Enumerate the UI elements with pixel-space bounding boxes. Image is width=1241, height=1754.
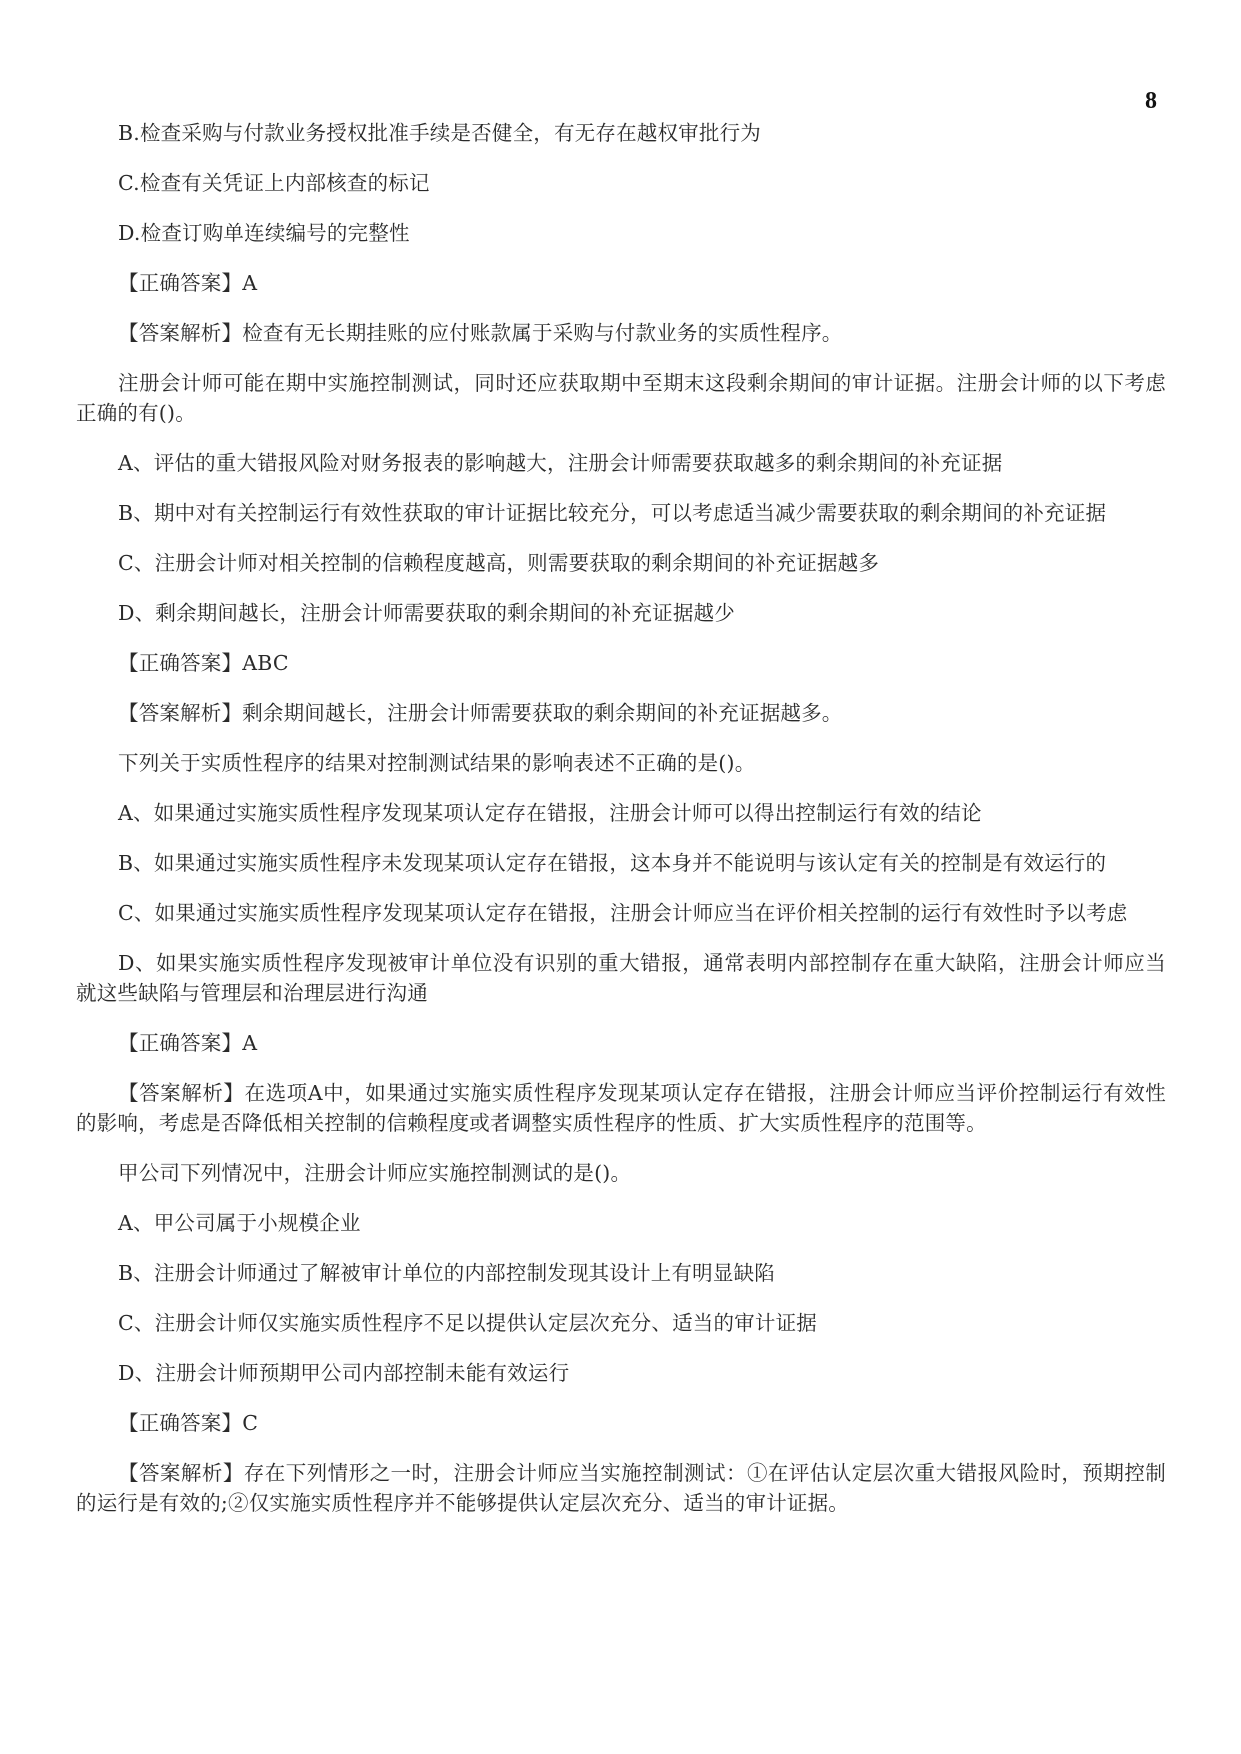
answer-explanation: 【答案解析】剩余期间越长，注册会计师需要获取的剩余期间的补充证据越多。	[118, 701, 843, 725]
document-body	[76, 118, 1166, 1538]
correct-answer: 【正确答案】C	[118, 1411, 259, 1435]
option-d: D、剩余期间越长，注册会计师需要获取的剩余期间的补充证据越少	[118, 601, 735, 625]
correct-answer: 【正确答案】A	[118, 271, 258, 295]
answer-explanation: 【答案解析】存在下列情形之一时，注册会计师应当实施控制测试：①在评估认定层次重大错报风险时，预期控制的运行是有效的;②仅实施实质性程序并不能够提供认定层次充分、适当的审计证据。	[76, 1461, 1166, 1515]
question-stem: 注册会计师可能在期中实施控制测试，同时还应获取期中至期末这段剩余期间的审计证据。注册会计师的以下考虑正确的有()。	[76, 371, 1166, 425]
correct-answer: 【正确答案】A	[118, 1031, 258, 1055]
option-b: B、期中对有关控制运行有效性获取的审计证据比较充分，可以考虑适当减少需要获取的剩余期间的补充证据	[118, 501, 1107, 525]
option-b: B、注册会计师通过了解被审计单位的内部控制发现其设计上有明显缺陷	[118, 1261, 775, 1285]
question-stem: 甲公司下列情况中，注册会计师应实施控制测试的是()。	[118, 1161, 632, 1185]
option-a: A、如果通过实施实质性程序发现某项认定存在错报，注册会计师可以得出控制运行有效的结论	[118, 801, 982, 825]
option-d: D、注册会计师预期甲公司内部控制未能有效运行	[118, 1361, 570, 1385]
answer-explanation: 【答案解析】在选项A中，如果通过实施实质性程序发现某项认定存在错报，注册会计师应当评价控制运行有效性的影响，考虑是否降低相关控制的信赖程度或者调整实质性程序的性质、扩大实质性程序的范围等。	[76, 1081, 1166, 1135]
answer-explanation: 【答案解析】检查有无长期挂账的应付账款属于采购与付款业务的实质性程序。	[118, 321, 843, 345]
correct-answer: 【正确答案】ABC	[118, 651, 289, 675]
option-b: B、如果通过实施实质性程序未发现某项认定存在错报，这本身并不能说明与该认定有关的控制是有效运行的	[118, 851, 1107, 875]
question-stem: 下列关于实质性程序的结果对控制测试结果的影响表述不正确的是()。	[118, 751, 756, 775]
page-number: 8	[1145, 88, 1157, 114]
option-c: C、注册会计师仅实施实质性程序不足以提供认定层次充分、适当的审计证据	[118, 1311, 817, 1335]
option-b: B.检查采购与付款业务授权批准手续是否健全，有无存在越权审批行为	[118, 121, 761, 145]
option-c: C.检查有关凭证上内部核查的标记	[118, 171, 430, 195]
option-c: C、如果通过实施实质性程序发现某项认定存在错报，注册会计师应当在评价相关控制的运行有效性时予以考虑	[118, 901, 1128, 925]
option-a: A、甲公司属于小规模企业	[118, 1211, 361, 1235]
option-d: D、如果实施实质性程序发现被审计单位没有识别的重大错报，通常表明内部控制存在重大缺陷，注册会计师应当就这些缺陷与管理层和治理层进行沟通	[76, 951, 1166, 1005]
option-c: C、注册会计师对相关控制的信赖程度越高，则需要获取的剩余期间的补充证据越多	[118, 551, 880, 575]
option-d: D.检查订购单连续编号的完整性	[118, 221, 410, 245]
option-a: A、评估的重大错报风险对财务报表的影响越大，注册会计师需要获取越多的剩余期间的补充证据	[118, 451, 1003, 475]
